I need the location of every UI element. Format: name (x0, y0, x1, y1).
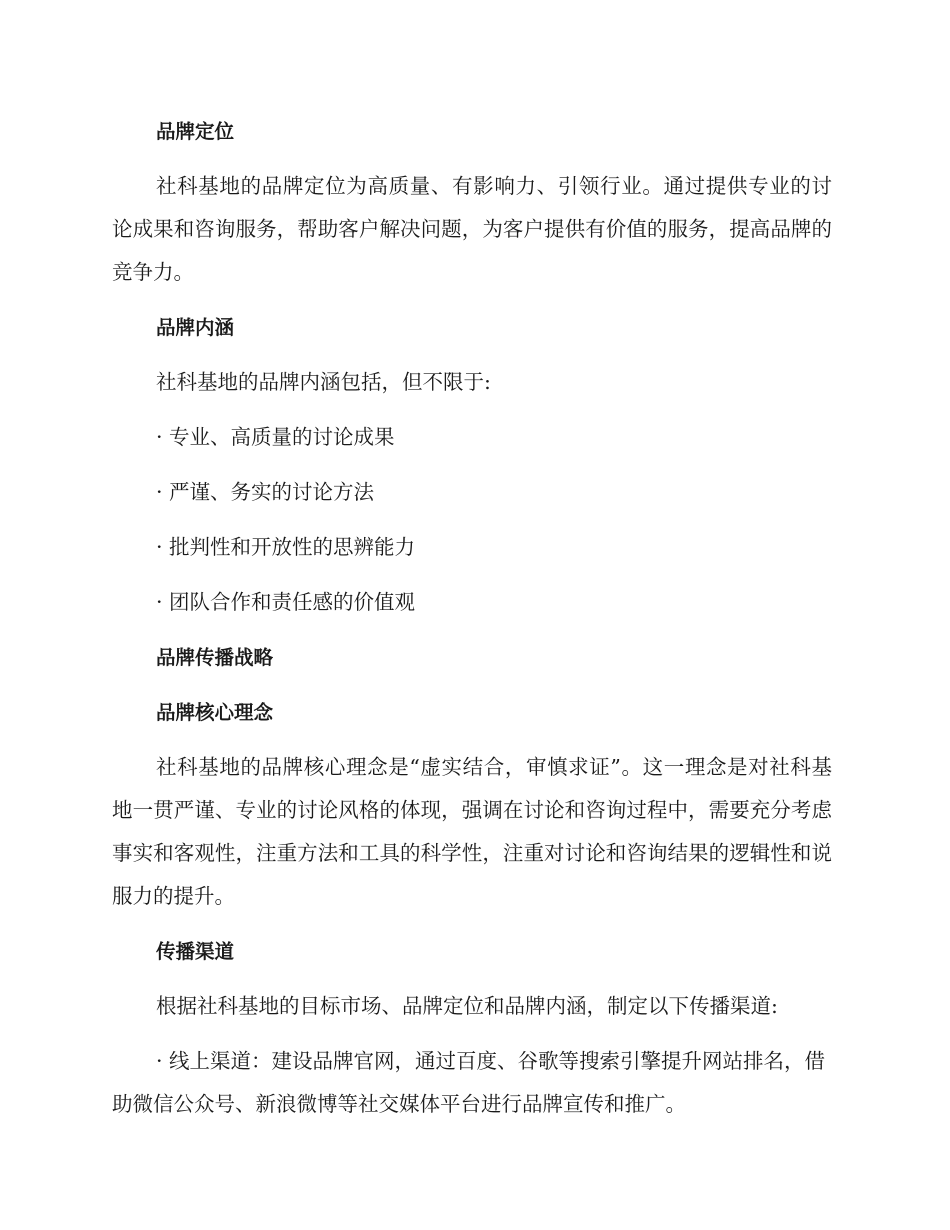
heading-brand-strategy: 品牌传播战略 (156, 646, 274, 669)
paragraph-channels: 根据社科基地的目标市场、品牌定位和品牌内涵，制定以下传播渠道: (156, 994, 778, 1018)
bullet-item: · 团队合作和责任感的价值观 (156, 590, 416, 614)
paragraph-brand-positioning: 社科基地的品牌定位为高质量、有影响力、引领行业。通过提供专业的讨论成果和咨询服务，帮助客户解决问题，为客户提供有价值的服务，提高品牌的竞争力。 (112, 174, 832, 284)
heading-core-concept: 品牌核心理念 (156, 701, 274, 724)
heading-brand-connotation: 品牌内涵 (156, 316, 235, 339)
bullet-item: · 专业、高质量的讨论成果 (156, 425, 395, 449)
heading-brand-positioning: 品牌定位 (156, 120, 235, 143)
paragraph-brand-connotation: 社科基地的品牌内涵包括，但不限于: (156, 370, 491, 394)
bullet-item: · 严谨、务实的讨论方法 (156, 480, 375, 504)
paragraph-core-concept: 社科基地的品牌核心理念是“虚实结合，审慎求证”。这一理念是对社科基地一贯严谨、专业的讨论风格的体现，强调在讨论和咨询过程中，需要充分考虑事实和客观性，注重方法和工具的科学性，注重对讨论和咨询结果的逻辑性和说服力的提升。 (112, 755, 832, 908)
bullet-item-online-channels: · 线上渠道：建设品牌官网，通过百度、谷歌等搜索引擎提升网站排名，借助微信公众号、新浪微博等社交媒体平台进行品牌宣传和推广。 (112, 1049, 826, 1116)
bullet-item: · 批判性和开放性的思辨能力 (156, 535, 416, 559)
document-body (112, 110, 832, 1138)
heading-channels: 传播渠道 (156, 940, 235, 963)
